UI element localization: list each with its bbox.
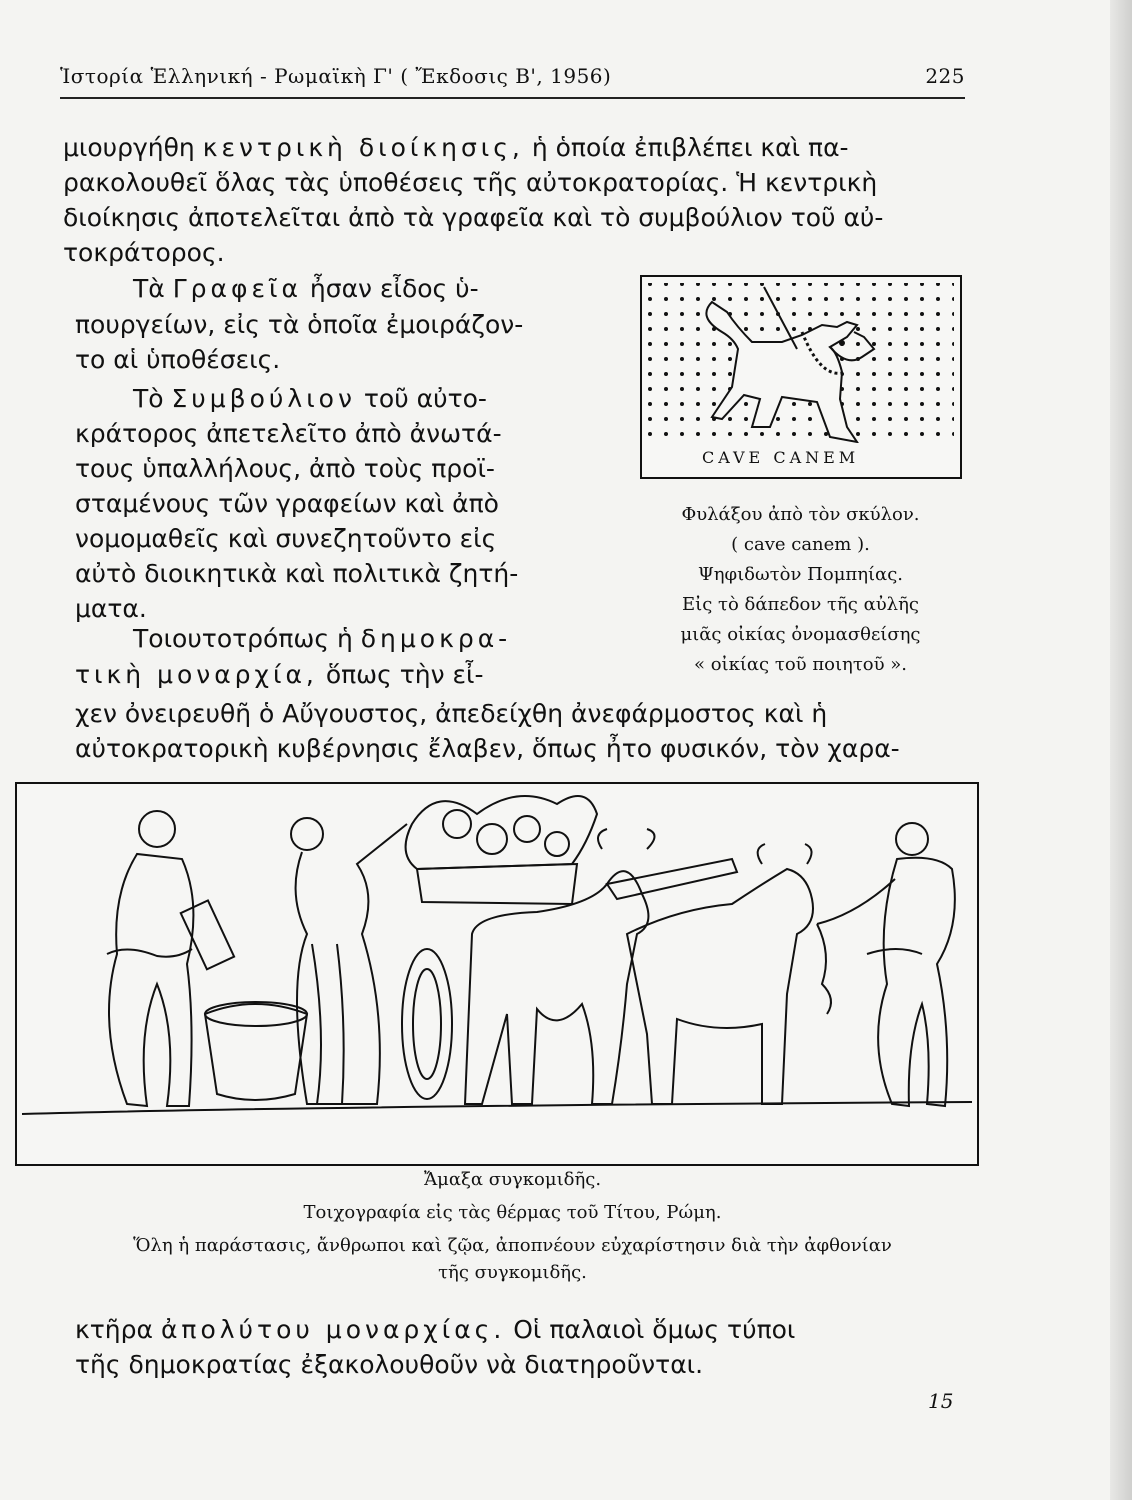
- yoke: [607, 859, 737, 899]
- body-line: Τὰ Γραφεῖα ἦσαν εἶδος ὑ-: [133, 274, 479, 303]
- body-line: χεν ὀνειρευθῆ ὁ Αὔγουστος, ἀπεδείχθη ἀνεφάρμοστος καὶ ἡ: [75, 699, 828, 728]
- body-line: τῆς δημοκρατίας ἐξακολουθοῦν νὰ διατηροῦνται.: [75, 1350, 704, 1379]
- body-line: αὐτὸ διοικητικὰ καὶ πολιτικὰ ζητή-: [75, 559, 519, 588]
- caption-line: Ὅλη ἡ παράστασις, ἄνθρωποι καὶ ζῷα, ἀποπνέουν εὐχαρίστησιν διὰ τὴν ἀφθονίαν: [133, 1235, 892, 1256]
- running-title: Ἱστορία Ἑλληνική - Ρωμαϊκὴ Γ' ( Ἔκδοσις Β', 1956): [60, 64, 612, 88]
- woman-figure: [291, 818, 407, 1104]
- body-line: το αἱ ὑποθέσεις.: [75, 345, 281, 374]
- basin: [205, 1004, 307, 1100]
- ground-line: [22, 1102, 972, 1114]
- body-line: Τὸ Συμβούλιον τοῦ αὐτο-: [133, 384, 487, 413]
- body-line: μιουργήθη κεντρικὴ διοίκησις, ἡ ὁποία ἐπιβλέπει καὶ πα-: [63, 133, 849, 162]
- body-line: τους ὑπαλλήλους, ἀπὸ τοὺς προϊ-: [75, 454, 495, 483]
- body-line: διοίκησις ἀποτελεῖται ἀπὸ τὰ γραφεῖα καὶ τὸ συμβούλιον τοῦ αὐ-: [63, 203, 884, 232]
- body-line: τικὴ μοναρχία, ὅπως τὴν εἶ-: [75, 660, 484, 689]
- header-rule: [60, 97, 965, 99]
- page-number: 225: [925, 64, 965, 88]
- dog-mosaic-drawing: [642, 277, 960, 477]
- body-line: νομομαθεῖς καὶ συνεζητοῦντο εἰς: [75, 524, 497, 553]
- dog-figure-caption: [628, 500, 973, 680]
- cave-canem-mosaic: [640, 275, 962, 479]
- body-line: Τοιουτοτρόπως ἡ δημοκρα-: [133, 624, 512, 653]
- signature-mark: 15: [928, 1389, 954, 1413]
- page-edge-shadow: [1110, 0, 1132, 1500]
- caption-line: Εἰς τὸ δάπεδον τῆς αὐλῆς: [682, 594, 919, 615]
- caption-line: « οἰκίας τοῦ ποιητοῦ ».: [693, 654, 908, 675]
- caption-line: Τοιχογραφία εἰς τὰς θέρμας τοῦ Τίτου, Ρώμη.: [303, 1202, 722, 1223]
- body-line: κράτορος ἀπετελεῖτο ἀπὸ ἀνωτά-: [75, 419, 502, 448]
- ox-front: [465, 829, 655, 1104]
- body-line: τοκράτορος.: [63, 238, 225, 267]
- harvest-cart: [402, 796, 597, 1099]
- body-line: σταμένους τῶν γραφείων καὶ ἀπὸ: [75, 489, 499, 518]
- fresco-drawing: [17, 784, 977, 1164]
- fresco-caption: [60, 1163, 965, 1284]
- caption-line: ( cave canem ).: [731, 534, 870, 555]
- caption-line: τῆς συγκομιδῆς.: [438, 1262, 587, 1283]
- body-line: ρακολουθεῖ ὅλας τὰς ὑποθέσεις τῆς αὐτοκρατορίας. Ἡ κεντρικὴ: [63, 168, 878, 197]
- caption-line: Ἄμαξα συγκομιδῆς.: [423, 1169, 602, 1190]
- body-line: κτῆρα ἀπολύτου μοναρχίας. Οἱ παλαιοὶ ὅμως τύποι: [75, 1315, 796, 1344]
- right-man-figure: [817, 823, 955, 1106]
- body-line: ματα.: [75, 594, 147, 623]
- caption-line: Ψηφιδωτὸν Πομπηίας.: [697, 564, 904, 585]
- ox-rear: [627, 844, 813, 1104]
- running-header: [60, 62, 965, 96]
- harvest-cart-fresco: [15, 782, 979, 1166]
- caption-line: Φυλάξου ἀπὸ τὸν σκύλον.: [681, 504, 920, 525]
- body-line: αὐτοκρατορικὴ κυβέρνησις ἔλαβεν, ὅπως ἦτο φυσικόν, τὸν χαρα-: [75, 734, 900, 763]
- mosaic-inscription: CAVE CANEM: [702, 448, 860, 467]
- caption-line: μιᾶς οἰκίας ὀνομασθείσης: [680, 624, 921, 645]
- left-man-figure: [107, 811, 234, 1106]
- body-line: πουργείων, εἰς τὰ ὁποῖα ἐμοιράζον-: [75, 310, 524, 339]
